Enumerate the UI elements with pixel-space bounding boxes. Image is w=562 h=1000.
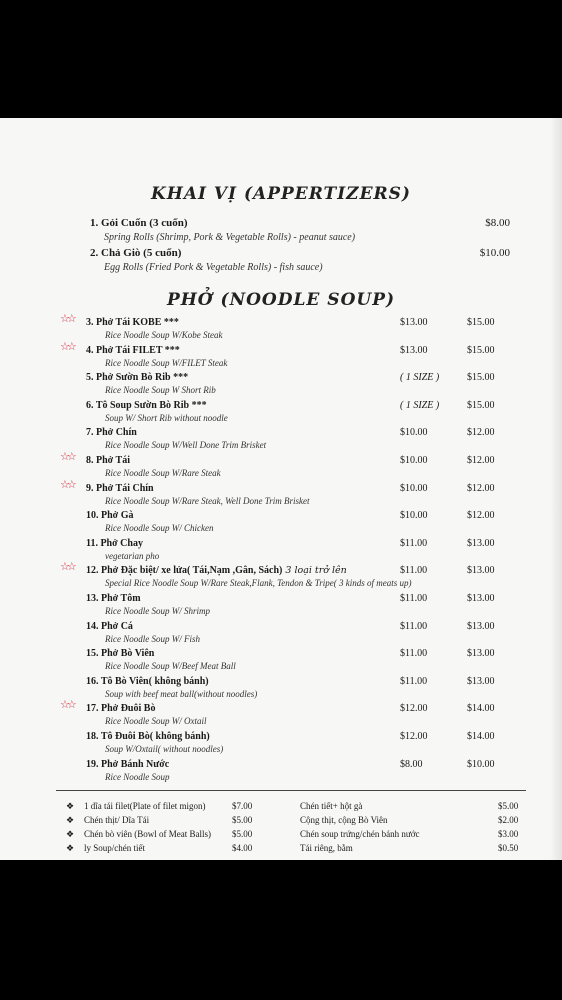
extra-item [300,829,538,841]
extra-label: Chén bò viên (Bowl of Meat Balls) [84,829,211,839]
item-name-text: 17. Phở Đuôi Bò [86,703,156,714]
item-name [86,648,154,659]
item-price-small: $12.00 [400,731,428,742]
item-name [86,483,154,494]
menu-item [86,455,506,482]
item-price-large: $10.00 [467,759,495,770]
item-desc: Soup W/ Short Rib without noodle [105,413,228,423]
appetizer-price: $8.00 [485,217,510,229]
extra-price: $4.00 [232,843,253,853]
extra-price: $5.00 [232,829,253,839]
item-price-small: $11.00 [400,676,428,687]
extra-label: 1 dĩa tái filet(Plate of filet migon) [84,801,206,811]
item-desc: Rice Noodle Soup W/FILET Steak [105,358,228,368]
menu-item [86,538,506,565]
item-desc: Special Rice Noodle Soup W/Rare Steak,Flank, Tendon & Tripe( 3 kinds of meats up) [105,578,412,588]
item-price-small: $10.00 [400,483,428,494]
item-desc: Rice Noodle Soup W/ Fish [105,634,200,644]
star-mark-icon: ☆☆ [60,561,74,573]
extra-label: Chén thịt/ Dĩa Tái [84,815,150,825]
appetizer-desc: Egg Rolls (Fried Pork & Vegetable Rolls) - fish sauce) [104,262,323,273]
item-desc: Rice Noodle Soup W Short Rib [105,385,216,395]
item-name [86,703,155,714]
star-mark-icon: ☆☆ [60,313,74,325]
item-desc: Rice Noodle Soup W/ Chicken [105,523,214,533]
item-name [86,400,207,411]
item-price-small: $8.00 [400,759,423,770]
appetizer-desc: Spring Rolls (Shrimp, Pork & Vegetable Rolls) - peanut sauce) [104,232,356,243]
extra-item [66,815,272,827]
item-price-small: $11.00 [400,648,428,659]
item-name [86,345,180,356]
item-price-small: $10.00 [400,427,428,438]
menu-item [86,648,506,675]
menu-item [86,621,506,648]
item-name-text: 16. Tô Bò Viên( không bánh) [86,676,209,687]
star-mark-icon: ☆☆ [60,451,74,463]
extra-item [66,829,272,841]
bullet-icon: ❖ [66,801,75,811]
item-price-large: $13.00 [467,593,495,604]
menu-item [86,676,506,703]
menu-item [86,372,506,399]
extra-item [300,815,538,827]
item-price-large: $14.00 [467,703,495,714]
item-name [86,317,179,328]
item-price-large: $15.00 [467,317,495,328]
menu-item [86,759,506,786]
item-price-large: $12.00 [467,427,495,438]
extra-price: $5.00 [232,815,253,825]
star-mark-icon: ☆☆ [60,699,74,711]
item-desc: Rice Noodle Soup W/ Shrimp [105,606,210,616]
item-name-text: 5. Phở Sườn Bò Rib *** [86,372,189,383]
extra-label: Tái riêng, bằm [300,843,353,853]
extra-price: $7.00 [232,801,253,811]
item-name [86,593,141,604]
extra-price: $5.00 [498,801,519,811]
item-price-small: ( 1 SIZE ) [400,400,440,411]
extra-price: $3.00 [498,829,519,839]
extra-item [300,801,538,813]
item-desc: Rice Noodle Soup W/ Oxtail [105,716,207,726]
item-desc: Rice Noodle Soup W/Kobe Steak [105,330,223,340]
item-name [86,731,210,742]
extra-price: $2.00 [498,815,519,825]
item-name [86,621,133,632]
menu-item [86,731,506,758]
item-price-small: $13.00 [400,345,428,356]
appetizer-item [90,247,510,279]
item-name [86,455,130,466]
menu-item [86,483,506,510]
appetizer-item [90,217,510,249]
extra-label: Cộng thịt, cộng Bò Viên [300,815,388,825]
item-name [86,676,209,687]
item-price-large: $15.00 [467,345,495,356]
item-price-large: $14.00 [467,731,495,742]
menu-item [86,317,506,344]
item-price-small: $10.00 [400,455,428,466]
item-price-large: $13.00 [467,621,495,632]
item-name-text: 18. Tô Đuôi Bò( không bánh) [86,731,210,742]
item-price-large: $13.00 [467,676,495,687]
item-desc: vegetarian pho [105,551,160,561]
item-desc: Rice Noodle Soup [105,772,170,782]
item-price-small: $11.00 [400,593,428,604]
divider [56,790,526,791]
menu-item [86,565,506,592]
item-price-large: $13.00 [467,538,495,549]
item-name-text: 6. Tô Soup Sườn Bò Rib *** [86,400,207,411]
item-name-text: 12. Phở Đặc biệt/ xe lửa( Tái,Nạm ,Gân, Sách) [86,565,283,576]
item-name-text: 9. Phở Tái Chín [86,483,154,494]
item-price-small: $11.00 [400,538,428,549]
item-price-small: $11.00 [400,565,428,576]
item-name-text: 14. Phở Cá [86,621,133,632]
menu-item [86,510,506,537]
extra-item [66,843,272,855]
item-price-large: $12.00 [467,483,495,494]
item-desc: Rice Noodle Soup W/Beef Meat Ball [105,661,236,671]
item-desc: Rice Noodle Soup W/Rare Steak, Well Done Trim Brisket [105,496,310,506]
item-name [86,372,188,383]
extra-label: Chén tiết+ hột gà [300,801,363,811]
appetizer-price: $10.00 [479,247,510,259]
item-name-text: 8. Phở Tái [86,455,130,466]
menu-item [86,427,506,454]
item-price-large: $13.00 [467,648,495,659]
item-name-text: 13. Phở Tôm [86,593,141,604]
item-price-large: $15.00 [467,400,495,411]
item-price-large: $12.00 [467,455,495,466]
bullet-icon: ❖ [66,829,75,839]
menu-item [86,345,506,372]
star-mark-icon: ☆☆ [60,341,74,353]
item-desc: Soup with beef meat ball(without noodles) [105,689,258,699]
menu-item [86,593,506,620]
item-price-small: ( 1 SIZE ) [400,372,440,383]
item-name-text: 7. Phở Chín [86,427,137,438]
appetizer-name: 1. Gỏi Cuốn (3 cuốn) [90,217,188,229]
item-name-note: 3 loại trở lên [282,565,347,576]
bullet-icon: ❖ [66,815,75,825]
item-name [86,510,134,521]
item-price-small: $10.00 [400,510,428,521]
item-desc: Rice Noodle Soup W/Rare Steak [105,468,221,478]
pho-title: PHỞ (NOODLE SOUP) [166,290,396,310]
item-price-large: $12.00 [467,510,495,521]
extra-price: $0.50 [498,843,519,853]
bullet-icon: ❖ [66,843,75,853]
item-name [86,759,169,770]
item-price-small: $11.00 [400,621,428,632]
extra-item [66,801,272,813]
extra-item [300,843,538,855]
item-price-large: $13.00 [467,565,495,576]
menu-page [0,118,562,860]
item-price-large: $15.00 [467,372,495,383]
item-name-text: 4. Phở Tái FILET *** [86,345,180,356]
item-price-small: $13.00 [400,317,428,328]
menu-item [86,400,506,427]
item-name [86,565,347,576]
appetizer-name: 2. Chả Giò (5 cuốn) [90,247,182,259]
item-desc: Rice Noodle Soup W/Well Done Trim Brisket [105,440,267,450]
item-name-text: 15. Phở Bò Viên [86,648,155,659]
item-name [86,427,137,438]
item-name-text: 10. Phở Gà [86,510,134,521]
appetizers-title: KHAI VỊ (APPERTIZERS) [151,184,411,204]
star-mark-icon: ☆☆ [60,479,74,491]
item-name-text: 19. Phở Bánh Nước [86,759,170,770]
item-name [86,538,143,549]
menu-item [86,703,506,730]
item-price-small: $12.00 [400,703,428,714]
extra-label: Chén soup trứng/chén bánh nước [300,829,420,839]
extra-label: ly Soup/chén tiết [84,843,145,853]
item-name-text: 11. Phở Chay [86,538,143,549]
item-name-text: 3. Phở Tái KOBE *** [86,317,179,328]
item-desc: Soup W/Oxtail( without noodles) [105,744,224,754]
